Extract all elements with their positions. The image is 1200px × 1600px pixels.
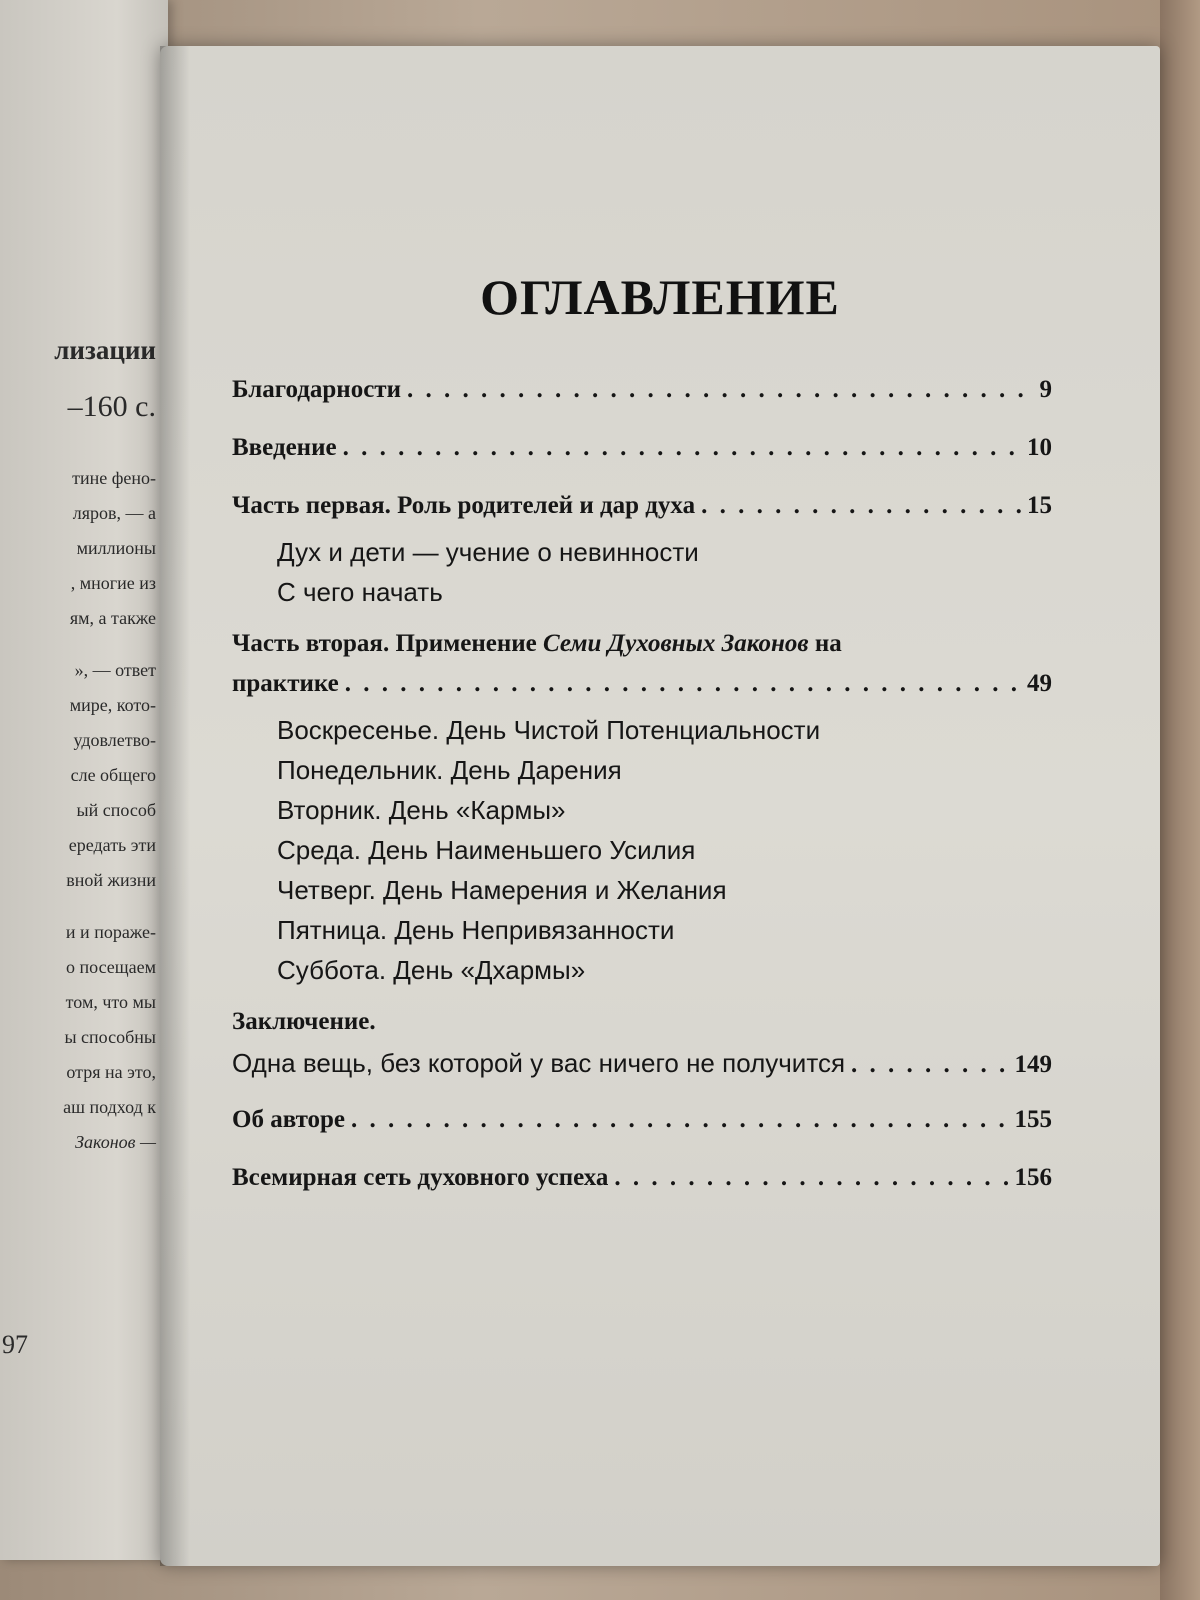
toc-page-number: 49: [1027, 670, 1052, 697]
toc-entry-label: Часть первая. Роль родителей и дар духа: [232, 492, 696, 519]
toc-entry-label: Введение: [232, 434, 337, 461]
toc-entry-part-one: [232, 492, 1052, 532]
toc-subentry: Четверг. День Намерения и Желания: [277, 875, 727, 905]
leader-dots: [345, 670, 1021, 698]
toc-subentry: Вторник. День «Кармы»: [277, 795, 566, 825]
leader-dots: [851, 1051, 1008, 1079]
toc-entry-label: Об авторе: [232, 1106, 346, 1133]
left-page: [0, 0, 168, 1560]
leader-dots: [614, 1164, 1008, 1192]
left-text-line: ый способ: [76, 800, 156, 820]
page-gutter-shadow: [160, 46, 190, 1566]
toc-entry-about-author: [232, 1106, 1052, 1146]
left-text-line: и и пораже-: [65, 922, 156, 942]
toc-entry-conclusion-line2: [232, 1048, 1052, 1088]
left-heading-fragment: лизации: [54, 335, 156, 365]
left-text-line: ы способны: [64, 1027, 156, 1047]
toc-title: ОГЛАВЛЕНИЕ: [480, 269, 840, 325]
table-surface: [1160, 0, 1200, 1600]
toc-entry-part-two-line2: [232, 670, 1052, 710]
left-text-line: удовлетво-: [73, 730, 156, 750]
toc-entry-label: Благодарности: [232, 376, 401, 403]
left-text-line: миллионы: [76, 538, 156, 558]
toc-page-number: 155: [1014, 1106, 1052, 1133]
toc-subentry: Воскресенье. День Чистой Потенциальности: [277, 715, 821, 745]
left-text-line: вной жизни: [66, 870, 156, 890]
toc-subentry: Суббота. День «Дхармы»: [277, 955, 586, 985]
toc-entry-label: практике: [232, 670, 339, 697]
left-size-fragment: –160 с.: [67, 390, 156, 423]
left-text-italic-line: Законов —: [75, 1132, 156, 1152]
left-page-number: 97: [2, 1330, 28, 1359]
toc-entry-label: Заключение.: [232, 1008, 376, 1035]
toc-entry-part-two: [232, 630, 1052, 670]
leader-dots: [343, 434, 1021, 462]
left-text-line: сле общего: [70, 765, 156, 785]
toc-entry-conclusion: [232, 1008, 1052, 1048]
toc-entry-network: [232, 1164, 1052, 1204]
left-text-line: аш подход к: [63, 1097, 156, 1117]
toc-page-number: 9: [1039, 376, 1052, 403]
left-text-line: », — ответ: [74, 660, 156, 680]
toc-subentry: Среда. День Наименьшего Усилия: [277, 835, 696, 865]
left-text-line: о посещаем: [65, 957, 156, 977]
toc-page-number: 156: [1014, 1164, 1052, 1191]
toc-label-italic: Семи Духовных Законов: [543, 630, 809, 657]
toc-page-number: 15: [1027, 492, 1052, 519]
leader-dots: [351, 1106, 1008, 1134]
toc-page-number: 10: [1027, 434, 1052, 461]
toc-subentry: Понедельник. День Дарения: [277, 755, 622, 785]
toc-subentry: Пятница. День Непривязанности: [277, 915, 675, 945]
toc-entry-acknowledgments: [232, 376, 1052, 416]
toc-entry-introduction: [232, 434, 1052, 474]
left-text-line: тине фено-: [72, 468, 156, 488]
toc-subentry: Дух и дети — учение о невинности: [277, 537, 699, 567]
toc-entry-label: Одна вещь, без которой у вас ничего не получится: [232, 1048, 846, 1078]
left-text-line: том, что мы: [65, 992, 156, 1012]
toc-label-part: на: [808, 630, 842, 657]
left-text-line: ям, а также: [69, 608, 156, 628]
toc-entry-label: Всемирная сеть духовного успеха: [232, 1164, 609, 1191]
leader-dots: [407, 376, 1034, 404]
table-of-contents: [232, 376, 1052, 1204]
toc-label-part: Часть вторая. Применение: [232, 630, 543, 657]
left-text-line: мире, кото-: [69, 695, 156, 715]
leader-dots: [701, 492, 1021, 520]
toc-entry-label: [232, 630, 842, 658]
left-text-line: , многие из: [70, 573, 156, 593]
left-text-line: ляров, — а: [72, 503, 156, 523]
left-text-line: ередать эти: [68, 835, 156, 855]
right-page: [160, 46, 1160, 1566]
toc-subentry: С чего начать: [277, 577, 443, 607]
toc-page-number: 149: [1014, 1051, 1052, 1078]
left-text-line: отря на это,: [66, 1062, 156, 1082]
